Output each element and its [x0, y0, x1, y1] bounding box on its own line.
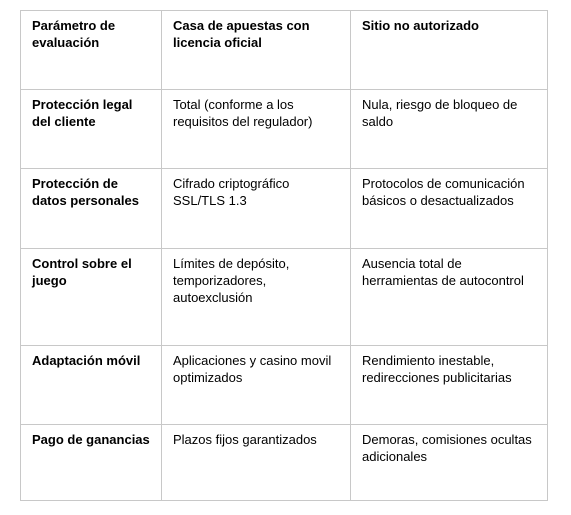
row-licensed: Plazos fijos garantizados — [162, 425, 351, 501]
row-parameter: Adaptación móvil — [21, 346, 162, 425]
row-parameter: Protección legal del cliente — [21, 90, 162, 169]
row-unauthorized: Nula, riesgo de bloqueo de saldo — [351, 90, 548, 169]
table-header-row — [21, 11, 548, 90]
row-licensed: Cifrado criptográfico SSL/TLS 1.3 — [162, 169, 351, 249]
row-licensed: Límites de depósito, temporizadores, autoexclusión — [162, 249, 351, 346]
row-parameter: Protección de datos personales — [21, 169, 162, 249]
header-unauthorized: Sitio no autorizado — [351, 11, 548, 90]
row-licensed: Total (conforme a los requisitos del regulador) — [162, 90, 351, 169]
row-parameter: Pago de ganancias — [21, 425, 162, 501]
row-licensed: Aplicaciones y casino movil optimizados — [162, 346, 351, 425]
header-parameter: Parámetro de evaluación — [21, 11, 162, 90]
row-unauthorized: Protocolos de comunicación básicos o desactualizados — [351, 169, 548, 249]
row-unauthorized: Rendimiento inestable, redirecciones publicitarias — [351, 346, 548, 425]
comparison-table — [20, 10, 548, 501]
table-row — [21, 346, 548, 425]
table-row — [21, 90, 548, 169]
row-unauthorized: Ausencia total de herramientas de autocontrol — [351, 249, 548, 346]
row-parameter: Control sobre el juego — [21, 249, 162, 346]
table-row — [21, 169, 548, 249]
table-row — [21, 425, 548, 501]
header-licensed: Casa de apuestas con licencia oficial — [162, 11, 351, 90]
row-unauthorized: Demoras, comisiones ocultas adicionales — [351, 425, 548, 501]
table-row — [21, 249, 548, 346]
